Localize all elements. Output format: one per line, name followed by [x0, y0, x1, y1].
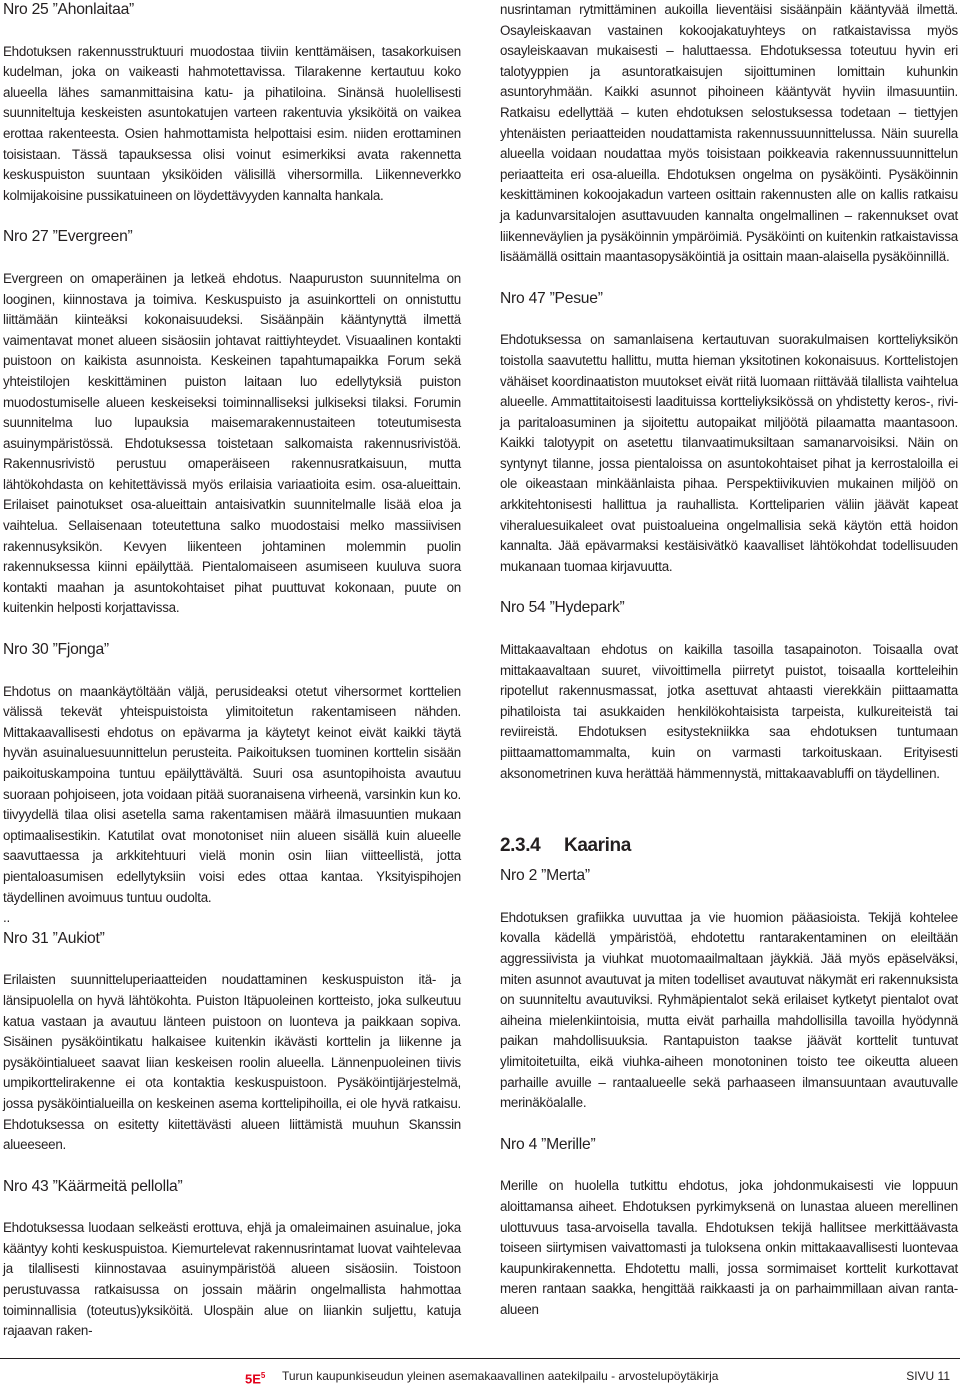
- entry-heading-merta: Nro 2 ”Merta”: [500, 867, 590, 885]
- footer-title: Turun kaupunkiseudun yleinen asemakaavallinen aatekilpailu - arvostelupöytäkirja: [282, 1369, 719, 1383]
- entry-text-hydepark: Mittakaavaltaan ehdotus on kaikilla tasoilla tasapainoton. Toisaalla ovat mittakaavaltaan suuret, viivoittimella piirretyt puistot, toisaalla kortteleihin ripotellut rakennusmassat, jotka asettuvat ahtaasti vierekkäin piittaamatta pihatiloista tai asukkaiden henkilökohtaisista tarpeista, kulkureiteistä tai reviireistä. Ehdotuksen esitystekniikka saa ehdotuksen tuntumaan piittaamattomammalta, kuin on varmasti tarkoituskaan. Erityisesti aksonometrinen kuva herättää hämmennystä, mittakaavabluffi on täydellinen.: [500, 642, 958, 781]
- section-title: Kaarina: [564, 835, 631, 857]
- entry-text-evergreen: Evergreen on omaperäinen ja letkeä ehdotus. Naapuruston suunnitelma on looginen, kiinnostava ja toimiva. Keskuspuisto ja asuinkortteli on onnistuttu liittämään kiinteäksi kokonaisuudeksi. Sisäänpäin kääntynyttä ilmettä vaimentavat monet alueen sisäosiin johtavat raittiyhteydet. Visuaalinen kontakti puistoon on kaikista asunnoista. Keskeinen tapahtumapaikka Forum sekä yhteistilojen keskittäminen puiston laitaan luo edellytyksiä puiston muodostumiselle alueen keskeiseksi toiminnalliseksi julkiseksi tilaksi. Forumin suunnitelma luo lupauksia maisemarakennustaiteen toteutumisesta asuinympäristössä. Ehdotuksessa toistetaan salkomaista rakennusrivistöä. Rakennusrivistö perustuu omaperäiseen rakennusratkaisuun, mutta lähtökohdasta on kehitettävissä myös erilaisia variaatioita esim. osa-alueittain. Erilaiset painotukset osa-alueittain antaisivatkin suunnitelmalle lisää eloa ja vaihtelua. Sellaisenaan toteutettuna salko muodostaisi melko massiivisen rakennusyksikön. Kevyen liikenteen johtaminen molemmin puolin rakennuksessa kiinni epäilyttää. Pientalomaiseen asumiseen kuuluva suora kontakti maahan ja asuntokohtaiset pihat puuttuvat kokonaan, puute on kuitenkin helposti korjattavissa.: [3, 270, 461, 616]
- competition-logo: $5E^5$: [245, 1371, 266, 1387]
- entry-heading-ahonlaitaa: Nro 25 ”Ahonlaitaa”: [3, 1, 135, 18]
- left-column: [3, 0, 461, 1342]
- entry-text-kaarmeita-pellolla: Ehdotuksessa luodaan selkeästi erottuva, ehjä ja omaleimainen asuinalue, joka kääntyy kohti keskuspuistoa. Kiemurtelevat rakennusrintamat luovat vaihtelevaa ja tilallisesti kiinnostavaa asuinympäristöä alueen sisäosiin. Toistoon perustuvassa ratkaisussa on jossain määrin ongelmallista hahmottaa toiminnallisia (toteutus)yksiköitä. Ulospäin alue on liiankin suljettu, katuja rajaavan raken-: [3, 1220, 461, 1339]
- entry-heading-aukiot: Nro 31 ”Aukiot”: [3, 929, 105, 947]
- section-number: 2.3.4: [500, 835, 541, 857]
- entry-text-fjonga: Ehdotus on maankäytöltään väljä, perusideaksi otetut vihersormet korttelien välissä tekevät yhteispuistoista ylimitoitetun rakentamiseen nähden. Mittakaavallisesti ehdotus on epävarma ja käytetyt keinot eivät kaikki täytä hyvän asuinaluesuunnittelun perusteita. Paikoituksen tuominen korttelin sisään paikoituskampoina tuntuu epäilyttävältä. Suuri osa asuntopihoista avautuu suoraan pohjoiseen, jota voidaan pitää suoranaisena virheenä, varsinkin kun ko. tiivyydellä tilaa olisi asetella sama rakentamisen määrä ilmasuuntien mukaan optimaalisestikin. Katutilat ovat monotoniset niin alueen sisällä kuin alueelle saavuttaessa ja arkkitehtuuri vielä monin osin liian viitteellistä, jotta pientaloasumisen edellytyksiin voisi edes ottaa kantaa. Yksityispihojen täydellinen avoimuus tuntuu oudolta.: [3, 683, 461, 905]
- entry-heading-kaarmeita-pellolla: Nro 43 ”Käärmeitä pellolla”: [3, 1177, 183, 1195]
- entry-text-fjonga-ellipsis: ..: [3, 910, 10, 926]
- entry-heading-fjonga: Nro 30 ”Fjonga”: [3, 641, 109, 659]
- page-footer: [0, 1364, 960, 1388]
- right-column: [500, 0, 958, 1320]
- page-number: SIVU 11: [906, 1369, 950, 1383]
- entry-text-merille: Merille on huolella tutkittu ehdotus, joka johdonmukaisesti vie loppuun aloittamansa aiheet. Ehdotuksen pyrkimyksenä on lunastaa alueen merellinen ulottuvuus tasa-arvoisella tavalla. Ehdotuksen tekijä hallitsee merkittäävasta toiseen siirtymisen vaivattomasti ja tuloksena onkin mittakaavallisesti luontevaa kaupunkirakennetta. Ehdotettu malli, jossa sormimaiset korttelit kurkottavat meren rantaan saakka, hengittää raikkaasti ja on parhaimmillaan aivan ranta-alueen: [500, 1178, 958, 1317]
- entry-text-ahonlaitaa: Ehdotuksen rakennusstruktuuri muodostaa tiiviin kenttämäisen, tasakorkuisen kudelman, joka on vaikeasti hahmotettavissa. Tilarakenne kertautuu koko alueella lähes samanmittaisina katu- ja pihatiloina. Sinänsä huolellisesti suunniteltuja keskeisten asuntokatujen varteen rakentuvia yksiköitä on vaikea erottaa rakenteesta. Osien hahmottamista helpottaisi esim. niiden erottaminen toisistaan. Tässä tapauksessa olisi voinut esimerkiksi avata rakennetta keskuspuiston suuntaan yksiköiden välisillä vihersormilla. Liikenneverkko kolmijakoisine pussikatuineen on löydettävyyden kannalta hankala.: [3, 43, 461, 203]
- section-heading: [500, 826, 958, 866]
- entry-text-pesue: Ehdotuksessa on samanlaisena kertautuvan suorakulmaisen kortteliyksikön toistolla saavutettu hallittu, mutta hieman yksitotinen kokonaisuus. Korttelistojen vähäiset koordinaatiston muutokset eivät riitä luomaan riittävää tilallista vaihtelua alueelle. Ammattitaitoisesti laadituissa kortteliyksikössä on yhdistetty keros-, rivi- ja paritaloasuminen ja sijoitettu autopaikat miljöötä pilaamatta maantasoon. Kaikki talotyypit on asetettu tilanvaatimuksiltaan samanarvoisiksi. Näin on syntynyt tilanne, jossa pientaloissa on asuntokohtaiset pihat ja kerrostaloilla ei ole oikeastaan minkäänlaista pihaa. Perspektiivikuvien mukainen miljöö on arkkitehtonisesti hallittua ja rauhallista. Kortteliparien väliin jäävät kapeat viheraluesuikaleet ovat puistoalueina ongelmallisia sekä käytön että hoidon kannalta. Jää epävarmaksi kestäisivätkö kaavalliset lähtökohdat todellisuuden mukanaan tuomaa kirjavuutta.: [500, 332, 958, 574]
- entry-heading-hydepark: Nro 54 ”Hydepark”: [500, 599, 625, 617]
- entry-heading-pesue: Nro 47 ”Pesue”: [500, 289, 603, 307]
- entry-text-merta: Ehdotuksen grafiikka uuvuttaa ja vie huomion pääasioista. Tekijä kohtelee kovalla kädellä ympäristöä, ehdotettu rantarakentaminen on eleiltään aggressiivista ja viuhkat muotomaailmaltaan jäykkiä. Jää myös epäselväksi, miten asunnot avautuvat ja miten todelliset avautuvat näkymät eri rakennuksista on suunniteltu avautuviksi. Ryhmäpientalot sekä erilaiset kytketyt pientalot ovat aiheina mielenkiintoisia, mutta eivät parhailla mahdollisilla tavoilla hyödynnä paikan mahdollisuuksia. Rantapuiston taakse jäävät korttelit tuntuvat ylimitoitetuilta, eikä viuhka-aiheen monotoninen toisto tee oikeutta alueen parhaille avuille – rantaalueelle sekä parhaaseen ilmansuuntaan avautuvalle merinäköalalle.: [500, 909, 958, 1111]
- entry-heading-merille: Nro 4 ”Merille”: [500, 1135, 596, 1153]
- entry-text-kaarmeita-pellolla-continued: nusrintaman rytmittäminen aukoilla lieventäisi sisäänpäin kääntyvää ilmettä. Osayleiskaavan vastainen kokoojakatuyhteys on ratkaistavissa myös osayleiskaavan mukaisesti – haluttaessa. Ehdotuksessa toteutuu hyvin eri talotyyppien ja asuntoratkaisujen sijoittuminen lomittain kuhunkin asuntoryhmään. Kaikki asunnot pihoineen kääntyvät hyviin ilmasuuntiin. Ratkaisu edellyttää – kuten ehdotuksen selostuksessa todetaan – tiettyjen yhtenäisten periaatteiden noudattamista rakennussuunnittelussa. Näin suurella alueella voidaan noudattaa myös toisistaan poikkeavia rakennussuunnittelun periaatteita eri osa-alueilla. Ehdotuksen ongelma on pysäköinti. Pysäköinnin keskittäminen kokoojakadun varteen osittain rakennusten alle on kallis ratkaisu ja kadunvarsitalojen asuttavuuden kannalta ongelmallinen – rakennukset ovat liikenneväylien ja pysäköinnin ympäröimiä. Pysäköinti on kuitenkin ratkaistavissa lisäämällä osittain maantasopysäköintiä ja osittain maan-alaisella pysäköinnillä.: [500, 2, 958, 265]
- footer-divider: [0, 1358, 960, 1359]
- entry-heading-evergreen: Nro 27 ”Evergreen”: [3, 228, 133, 246]
- entry-text-aukiot: Erilaisten suunnitteluperiaatteiden noudattaminen keskuspuiston itä- ja länsipuolella on hyvä lähtökohta. Puiston Itäpuoleinen kortteisto, joka sulkeutuu katua vastaan ja avautuu länteen puistoon on luonteva ja paikkaan sopiva. Sisäinen pysäköintikatu halkaisee kuitenkin ikävästi korttelin ja liikenne ja pysäköintialueet saavat liian keskeisen roolin alueella. Lännenpuoleinen tiivis umpikorttelirakenne ei ota kontaktia keskuspuistoon. Pysäköintijärjestelmä, jossa pysäköintialueilla on keskeinen asema korttelipihoilla, ei ole hyvä ratkaisu. Ehdotuksessa on esitetty kiitettävästi alueen liittämistä muuhun Skanssin alueeseen.: [3, 972, 461, 1153]
